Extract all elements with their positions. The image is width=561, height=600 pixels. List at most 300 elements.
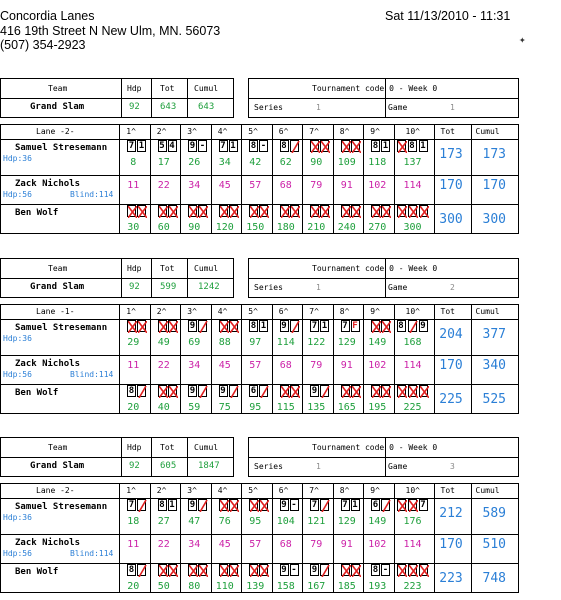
frame-score: 57 bbox=[249, 180, 262, 191]
spare-mark bbox=[320, 385, 329, 397]
ball-mark: 8 bbox=[250, 321, 257, 331]
frame-score: 300 bbox=[403, 222, 422, 233]
player-handicap: Hdp:36 bbox=[3, 513, 32, 522]
ball-mark: 7 bbox=[128, 141, 135, 151]
frame-header-7: 7^ bbox=[309, 307, 319, 316]
strike-mark bbox=[419, 564, 428, 576]
frame-score: 27 bbox=[157, 516, 170, 527]
strike-mark bbox=[219, 499, 228, 511]
divider bbox=[180, 125, 181, 233]
frame-header-5: 5^ bbox=[248, 307, 258, 316]
strike-mark bbox=[229, 205, 238, 217]
team-name: Grand Slam bbox=[30, 102, 85, 112]
hdp-label: Hdp bbox=[127, 443, 142, 452]
frame-score: 122 bbox=[307, 337, 326, 348]
divider bbox=[150, 484, 151, 592]
spare-mark bbox=[198, 320, 207, 332]
player-total: 225 bbox=[439, 392, 463, 407]
frame-score: 135 bbox=[307, 402, 326, 413]
frame-header-3: 3^ bbox=[187, 307, 197, 316]
spare-mark bbox=[198, 385, 207, 397]
frame-score: 26 bbox=[188, 157, 201, 168]
divider bbox=[211, 125, 212, 233]
player-cumul: 377 bbox=[482, 327, 506, 342]
strike-mark bbox=[137, 205, 146, 217]
tot-column-label: Tot bbox=[440, 127, 455, 136]
ball-mark: 9 bbox=[220, 386, 226, 396]
divider bbox=[394, 125, 395, 233]
series-label: Series bbox=[254, 462, 283, 471]
ball-mark: 1 bbox=[321, 321, 328, 331]
player-total: 212 bbox=[439, 506, 463, 521]
tournament-code: Tournament code 0 - Week 0 bbox=[312, 84, 438, 93]
spare-mark bbox=[137, 564, 146, 576]
ball-mark: 4 bbox=[169, 141, 175, 151]
frame-header-8: 8^ bbox=[339, 307, 350, 316]
game-value: 3 bbox=[450, 462, 455, 471]
frame-header-3: 3^ bbox=[187, 127, 197, 136]
frame-score: 102 bbox=[368, 360, 387, 371]
ball-mark: 9 bbox=[189, 321, 196, 331]
strike-mark bbox=[371, 205, 380, 217]
frame-score: 11 bbox=[127, 539, 140, 550]
series-label: Series bbox=[254, 283, 283, 292]
player-name: Zack Nichols bbox=[15, 179, 81, 189]
tournament-code: Tournament code 0 - Week 0 bbox=[312, 443, 438, 452]
frame-score: 120 bbox=[215, 222, 234, 233]
strike-mark bbox=[280, 205, 289, 217]
ball-mark: - bbox=[260, 141, 267, 151]
strike-mark bbox=[419, 205, 428, 217]
team-cumul: 643 bbox=[198, 102, 215, 112]
frame-header-10: 10^ bbox=[405, 127, 420, 136]
frame-score: 69 bbox=[188, 337, 201, 348]
player-name: Samuel Stresemann bbox=[15, 143, 108, 153]
strike-mark bbox=[397, 140, 406, 152]
frame-score: 193 bbox=[368, 581, 387, 592]
strike-mark bbox=[249, 499, 258, 511]
player-name: Samuel Stresemann bbox=[15, 502, 108, 512]
ball-mark: 8 bbox=[159, 500, 165, 510]
spare-mark bbox=[137, 499, 146, 511]
frame-score: 270 bbox=[368, 222, 387, 233]
frame-score: 165 bbox=[337, 402, 356, 413]
frame-score: 68 bbox=[279, 180, 292, 191]
frame-score: 11 bbox=[127, 360, 140, 371]
ball-mark: 9 bbox=[311, 386, 318, 396]
frame-score: 50 bbox=[157, 581, 170, 592]
frame-score: 91 bbox=[340, 539, 353, 550]
divider bbox=[302, 484, 303, 592]
spare-mark bbox=[229, 385, 238, 397]
strike-mark bbox=[249, 205, 258, 217]
divider bbox=[1, 278, 233, 279]
hdp-label: Hdp bbox=[127, 84, 142, 93]
ball-mark: - bbox=[291, 500, 297, 510]
strike-mark bbox=[259, 499, 268, 511]
team-tot: 643 bbox=[160, 102, 177, 112]
ball-mark: 7 bbox=[342, 321, 348, 331]
strike-mark bbox=[127, 205, 136, 217]
cumul-column-label: Cumul bbox=[475, 486, 500, 495]
strike-mark bbox=[351, 140, 360, 152]
print-datetime: Sat 11/13/2010 - 11:31 bbox=[385, 9, 511, 23]
divider bbox=[302, 305, 303, 413]
series-label: Series bbox=[254, 103, 283, 112]
frame-score: 60 bbox=[157, 222, 170, 233]
frame-score: 114 bbox=[276, 337, 295, 348]
frame-header-9: 9^ bbox=[370, 127, 380, 136]
strike-mark bbox=[397, 205, 406, 217]
divider bbox=[272, 305, 273, 413]
frame-header-3: 3^ bbox=[187, 486, 197, 495]
frame-score: 20 bbox=[127, 402, 140, 413]
divider bbox=[363, 305, 364, 413]
player-name: Ben Wolf bbox=[15, 567, 59, 577]
player-blind: Blind:114 bbox=[70, 190, 114, 199]
frame-score: 30 bbox=[127, 222, 140, 233]
frame-header-7: 7^ bbox=[309, 486, 319, 495]
frame-score: 47 bbox=[188, 516, 201, 527]
spare-mark bbox=[198, 499, 207, 511]
player-blind: Blind:114 bbox=[70, 549, 114, 558]
frame-score: 88 bbox=[218, 337, 231, 348]
frame-header-6: 6^ bbox=[278, 307, 289, 316]
frame-score: 121 bbox=[307, 516, 326, 527]
frame-header-1: 1^ bbox=[126, 486, 136, 495]
divider bbox=[241, 125, 242, 233]
frame-score: 139 bbox=[246, 581, 265, 592]
ball-mark: 9 bbox=[420, 321, 426, 331]
player-total: 223 bbox=[439, 571, 463, 586]
frame-score: 102 bbox=[368, 539, 387, 550]
ball-mark: - bbox=[291, 565, 297, 575]
divider bbox=[363, 125, 364, 233]
strike-mark bbox=[320, 205, 329, 217]
strike-mark bbox=[341, 564, 350, 576]
ball-mark: 8 bbox=[372, 565, 379, 575]
divider bbox=[1, 534, 518, 535]
frame-header-8: 8^ bbox=[339, 127, 350, 136]
frame-score: 95 bbox=[249, 516, 262, 527]
player-cumul: 589 bbox=[482, 506, 506, 521]
divider bbox=[211, 305, 212, 413]
frame-score: 110 bbox=[215, 581, 234, 592]
series-value: 1 bbox=[316, 283, 321, 292]
frame-header-9: 9^ bbox=[370, 486, 380, 495]
frame-score: 42 bbox=[249, 157, 262, 168]
frame-score: 195 bbox=[368, 402, 387, 413]
frame-header-2: 2^ bbox=[156, 486, 167, 495]
strike-mark bbox=[198, 205, 207, 217]
frame-score: 118 bbox=[368, 157, 387, 168]
strike-mark bbox=[158, 564, 167, 576]
strike-mark bbox=[259, 205, 268, 217]
ball-mark: 7 bbox=[311, 321, 318, 331]
strike-mark bbox=[408, 385, 417, 397]
strike-mark bbox=[381, 205, 390, 217]
strike-mark bbox=[290, 205, 299, 217]
frame-score: 22 bbox=[157, 180, 170, 191]
frame-score: 45 bbox=[218, 539, 231, 550]
frame-score: 185 bbox=[337, 581, 356, 592]
strike-mark bbox=[310, 205, 319, 217]
frame-score: 76 bbox=[218, 516, 231, 527]
frame-score: 40 bbox=[157, 402, 170, 413]
game-label: Game bbox=[388, 103, 408, 112]
strike-mark bbox=[351, 564, 360, 576]
frame-header-2: 2^ bbox=[156, 127, 167, 136]
ball-mark: 9 bbox=[281, 500, 287, 510]
strike-mark bbox=[219, 320, 228, 332]
frame-score: 68 bbox=[279, 539, 292, 550]
player-total: 300 bbox=[439, 212, 463, 227]
player-cumul: 748 bbox=[482, 571, 506, 586]
spare-mark bbox=[320, 499, 329, 511]
frame-score: 102 bbox=[368, 180, 387, 191]
frame-score: 223 bbox=[403, 581, 422, 592]
game-value: 1 bbox=[450, 103, 455, 112]
divider bbox=[119, 305, 120, 413]
divider bbox=[333, 484, 334, 592]
frame-score: 129 bbox=[337, 516, 356, 527]
ball-mark: 7 bbox=[220, 141, 226, 151]
center-name: Concordia Lanes bbox=[0, 9, 95, 23]
spare-mark bbox=[290, 140, 299, 152]
frame-header-9: 9^ bbox=[370, 307, 380, 316]
divider bbox=[150, 125, 151, 233]
strike-mark bbox=[168, 205, 177, 217]
frame-header-5: 5^ bbox=[248, 486, 258, 495]
divider bbox=[333, 125, 334, 233]
divider bbox=[272, 125, 273, 233]
game-label: Game bbox=[388, 462, 408, 471]
frame-header-1: 1^ bbox=[126, 307, 136, 316]
ball-mark: 1 bbox=[420, 141, 426, 151]
strike-mark bbox=[397, 564, 406, 576]
strike-mark bbox=[127, 320, 136, 332]
ball-mark: - bbox=[199, 141, 206, 151]
strike-mark bbox=[371, 320, 380, 332]
ball-mark: 8 bbox=[398, 321, 404, 331]
tot-label: Tot bbox=[160, 264, 175, 273]
player-handicap: Hdp:36 bbox=[3, 154, 32, 163]
team-label: Team bbox=[48, 84, 68, 93]
strike-mark bbox=[168, 564, 177, 576]
player-name: Zack Nichols bbox=[15, 538, 81, 548]
frame-score: 180 bbox=[276, 222, 295, 233]
strike-mark bbox=[397, 385, 406, 397]
frame-header-2: 2^ bbox=[156, 307, 167, 316]
frame-score: 57 bbox=[249, 539, 262, 550]
player-cumul: 510 bbox=[482, 537, 506, 552]
frame-score: 158 bbox=[276, 581, 295, 592]
ball-mark: 1 bbox=[230, 141, 236, 151]
strike-mark bbox=[229, 564, 238, 576]
spare-mark bbox=[290, 320, 299, 332]
strike-mark bbox=[158, 205, 167, 217]
ball-mark: 1 bbox=[382, 141, 389, 151]
divider bbox=[1, 457, 233, 458]
frame-score: 11 bbox=[127, 180, 140, 191]
strike-mark bbox=[371, 385, 380, 397]
team-label: Team bbox=[48, 443, 68, 452]
divider bbox=[180, 484, 181, 592]
frame-score: 114 bbox=[403, 180, 422, 191]
cumul-column-label: Cumul bbox=[475, 307, 500, 316]
cumul-column-label: Cumul bbox=[475, 127, 500, 136]
frame-score: 18 bbox=[127, 516, 140, 527]
center-phone: (507) 354-2923 bbox=[0, 38, 86, 52]
ball-mark: 6 bbox=[372, 500, 379, 510]
tot-column-label: Tot bbox=[440, 307, 455, 316]
spare-mark bbox=[408, 320, 417, 332]
ball-mark: 9 bbox=[281, 565, 287, 575]
strike-mark bbox=[229, 499, 238, 511]
player-total: 170 bbox=[439, 178, 463, 193]
frame-score: 57 bbox=[249, 360, 262, 371]
strike-mark bbox=[341, 140, 350, 152]
team-name: Grand Slam bbox=[30, 282, 85, 292]
frame-score: 62 bbox=[279, 157, 292, 168]
strike-mark bbox=[137, 320, 146, 332]
player-total: 173 bbox=[439, 147, 463, 162]
strike-mark bbox=[341, 205, 350, 217]
frame-header-10: 10^ bbox=[405, 486, 420, 495]
spare-mark bbox=[320, 564, 329, 576]
frame-score: 149 bbox=[368, 516, 387, 527]
frame-score: 75 bbox=[218, 402, 231, 413]
ball-mark: 7 bbox=[342, 500, 348, 510]
ball-mark: 1 bbox=[352, 500, 358, 510]
strike-mark bbox=[381, 385, 390, 397]
ball-mark: F bbox=[352, 321, 358, 331]
frame-score: 34 bbox=[188, 539, 201, 550]
lane-label: Lane -2- bbox=[36, 486, 75, 495]
strike-mark bbox=[158, 385, 167, 397]
ball-mark: 1 bbox=[138, 141, 145, 151]
tot-label: Tot bbox=[160, 443, 175, 452]
cumul-label: Cumul bbox=[194, 443, 219, 452]
frame-score: 168 bbox=[403, 337, 422, 348]
frame-score: 90 bbox=[310, 157, 323, 168]
frame-score: 68 bbox=[279, 360, 292, 371]
player-handicap: Hdp:56 bbox=[3, 190, 32, 199]
frame-score: 34 bbox=[188, 180, 201, 191]
divider bbox=[394, 484, 395, 592]
frame-score: 34 bbox=[188, 360, 201, 371]
frame-score: 115 bbox=[276, 402, 295, 413]
strike-mark bbox=[397, 499, 406, 511]
frame-score: 22 bbox=[157, 539, 170, 550]
frame-score: 240 bbox=[337, 222, 356, 233]
player-name: Ben Wolf bbox=[15, 388, 59, 398]
lane-label: Lane -1- bbox=[36, 307, 75, 316]
ball-mark: 9 bbox=[189, 386, 196, 396]
player-cumul: 173 bbox=[482, 147, 506, 162]
hdp-label: Hdp bbox=[127, 264, 142, 273]
player-handicap: Hdp:56 bbox=[3, 370, 32, 379]
ball-mark: 9 bbox=[189, 141, 196, 151]
team-cumul: 1847 bbox=[198, 461, 220, 471]
frame-score: 97 bbox=[249, 337, 262, 348]
frame-score: 79 bbox=[310, 360, 323, 371]
frame-score: 29 bbox=[127, 337, 140, 348]
strike-mark bbox=[351, 205, 360, 217]
ball-mark: 9 bbox=[189, 500, 196, 510]
divider bbox=[249, 278, 518, 279]
frame-score: 79 bbox=[310, 539, 323, 550]
divider bbox=[333, 305, 334, 413]
frame-score: 34 bbox=[218, 157, 231, 168]
frame-score: 129 bbox=[337, 337, 356, 348]
divider bbox=[363, 484, 364, 592]
cumul-label: Cumul bbox=[194, 84, 219, 93]
divider bbox=[302, 125, 303, 233]
frame-header-4: 4^ bbox=[217, 307, 228, 316]
frame-header-4: 4^ bbox=[217, 486, 228, 495]
frame-header-5: 5^ bbox=[248, 127, 258, 136]
player-cumul: 170 bbox=[482, 178, 506, 193]
frame-score: 59 bbox=[188, 402, 201, 413]
frame-score: 49 bbox=[157, 337, 170, 348]
frame-score: 22 bbox=[157, 360, 170, 371]
strike-mark bbox=[219, 205, 228, 217]
player-total: 204 bbox=[439, 327, 463, 342]
divider bbox=[119, 125, 120, 233]
frame-score: 95 bbox=[249, 402, 262, 413]
player-cumul: 300 bbox=[482, 212, 506, 227]
spare-mark bbox=[259, 385, 268, 397]
frame-score: 167 bbox=[307, 581, 326, 592]
divider bbox=[1, 355, 518, 356]
ball-mark: 9 bbox=[281, 321, 287, 331]
strike-mark bbox=[419, 385, 428, 397]
ball-mark: 7 bbox=[311, 500, 318, 510]
player-handicap: Hdp:36 bbox=[3, 334, 32, 343]
strike-mark bbox=[341, 385, 350, 397]
team-hdp: 92 bbox=[129, 282, 140, 292]
ball-mark: 9 bbox=[311, 565, 318, 575]
frame-score: 91 bbox=[340, 360, 353, 371]
strike-mark bbox=[408, 564, 417, 576]
divider bbox=[1, 175, 518, 176]
player-total: 170 bbox=[439, 358, 463, 373]
spare-mark bbox=[381, 499, 390, 511]
ball-mark: 6 bbox=[250, 386, 257, 396]
center-address: 416 19th Street N New Ulm, MN. 56073 bbox=[0, 24, 221, 38]
player-handicap: Hdp:56 bbox=[3, 549, 32, 558]
divider bbox=[249, 457, 518, 458]
frame-score: 114 bbox=[403, 360, 422, 371]
divider bbox=[394, 305, 395, 413]
ball-mark: 1 bbox=[169, 500, 175, 510]
tournament-code: Tournament code 0 - Week 0 bbox=[312, 264, 438, 273]
strike-mark bbox=[310, 140, 319, 152]
team-tot: 605 bbox=[160, 461, 177, 471]
ball-mark: - bbox=[382, 565, 389, 575]
strike-mark bbox=[168, 385, 177, 397]
frame-score: 176 bbox=[403, 516, 422, 527]
player-blind: Blind:114 bbox=[70, 370, 114, 379]
strike-mark bbox=[381, 320, 390, 332]
frame-header-7: 7^ bbox=[309, 127, 319, 136]
frame-score: 137 bbox=[403, 157, 422, 168]
strike-mark bbox=[249, 564, 258, 576]
divider bbox=[150, 305, 151, 413]
ball-mark: 7 bbox=[128, 500, 135, 510]
game-label: Game bbox=[388, 283, 408, 292]
